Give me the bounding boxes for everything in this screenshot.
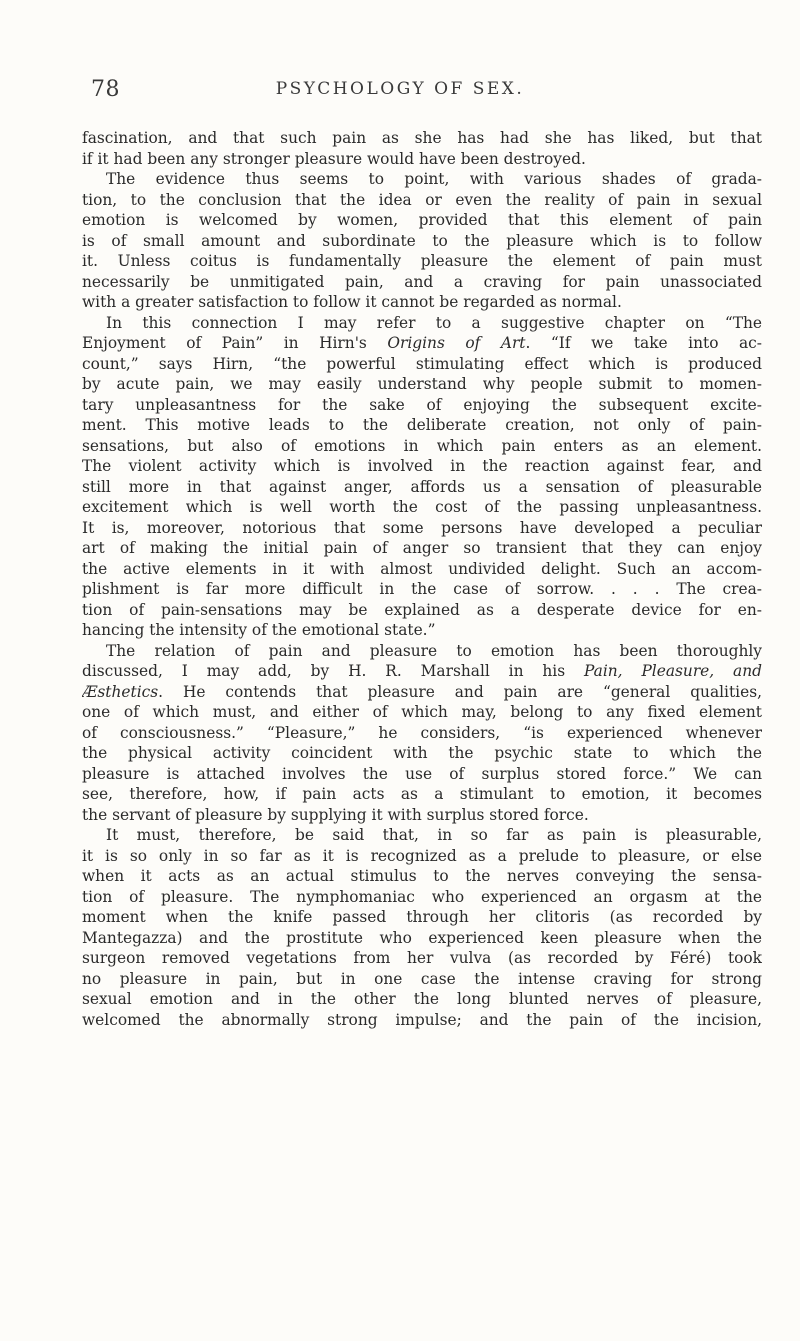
page-number: 78 [91,77,120,102]
text-line: the servant of pleasure by supplying it with surplus stored force. [82,805,589,824]
text-line: excitement which is well worth the cost of the passing unpleasantness. [82,498,762,516]
text-line: hancing the intensity of the emotional state.” [82,621,436,639]
text-line: sexual emotion and in the other the long blunted nerves of pleasure, [82,990,762,1008]
text-line: tion of pain-sensations may be explained as a desperate device for en- [82,600,762,619]
text-line: one of which must, and either of which may, belong to any fixed element [82,703,762,721]
text-fragment: Enjoyment of Pain” in Hirn's [82,334,388,352]
text-line: welcomed the abnormally strong impulse; and the pain of the incision, [82,1010,762,1029]
text-line: if it had been any stronger pleasure would have been destroyed. [82,149,586,168]
body-text [82,128,762,1030]
text-line: tary unpleasantness for the sake of enjoying the subsequent excite- [82,395,762,414]
text-line: see, therefore, how, if pain acts as a stimulant to emotion, it becomes [82,785,762,803]
text-line: of consciousness.” “Pleasure,” he considers, “is experienced whenever [82,723,762,742]
text-line: sensations, but also of emotions in which pain enters as an element. [82,436,762,455]
text-line: moment when the knife passed through her clitoris (as recorded by [82,908,762,926]
text-line: surgeon removed vegetations from her vulva (as recorded by Féré) took [82,949,762,967]
text-line: In this connection I may refer to a suggestive chapter on “The [106,313,762,332]
text-line: The violent activity which is involved in the reaction against fear, and [82,457,762,475]
text-line: with a greater satisfaction to follow it cannot be regarded as normal. [82,293,622,311]
text-line: no pleasure in pain, but in one case the intense craving for strong [82,969,762,988]
text-line: The evidence thus seems to point, with various shades of grada- [106,170,762,188]
text-line: The relation of pain and pleasure to emotion has been thoroughly [106,641,762,660]
text-line: ment. This motive leads to the deliberate creation, not only of pain- [82,416,762,434]
text-line: when it acts as an actual stimulus to the nerves conveying the sensa- [82,867,762,885]
text-line: emotion is welcomed by women, provided that this element of pain [82,211,762,229]
text-line: it is so only in so far as it is recognized as a prelude to pleasure, or else [82,846,762,865]
text-line [82,661,762,682]
text-line: plishment is far more difficult in the case of sorrow. . . . The crea- [82,580,762,598]
text-line: count,” says Hirn, “the powerful stimulating effect which is produced [82,354,762,373]
text-line: by acute pain, we may easily understand why people submit to momen- [82,375,762,393]
book-title: Pain, Pleasure, and [584,662,762,680]
text-line: still more in that against anger, affords us a sensation of pleasurable [82,477,762,496]
text-line: Mantegazza) and the prostitute who experienced keen pleasure when the [82,928,762,947]
book-title: Origins of Art [387,334,526,352]
text-line: It must, therefore, be said that, in so far as pain is pleasurable, [106,826,762,844]
text-line: tion of pleasure. The nymphomaniac who experienced an orgasm at the [82,887,762,906]
text-fragment: discussed, I may add, by H. R. Marshall in his [82,662,584,680]
book-title: Æsthetics [82,682,159,701]
text-line: the physical activity coincident with the psychic state to which the [82,744,762,762]
text-line: tion, to the conclusion that the idea or even the reality of pain in sexual [82,190,762,209]
text-line: it. Unless coitus is fundamentally pleasure the element of pain must [82,252,762,270]
text-line: pleasure is attached involves the use of surplus stored force.” We can [82,764,762,783]
text-line: fascination, and that such pain as she has had she has liked, but that [82,129,762,147]
text-line [82,682,762,703]
text-line: art of making the initial pain of anger so transient that they can enjoy [82,539,762,557]
text-fragment: . “If we take into ac- [525,334,762,352]
text-line: necessarily be unmitigated pain, and a craving for pain unassociated [82,272,762,291]
text-line: is of small amount and subordinate to the pleasure which is to follow [82,231,762,250]
text-line: It is, moreover, notorious that some persons have developed a peculiar [82,518,762,537]
running-head: PSYCHOLOGY OF SEX. [275,79,525,99]
text-line [82,333,762,354]
text-fragment: . He contends that pleasure and pain are “general qualities, [158,682,762,701]
text-line: the active elements in it with almost undivided delight. Such an accom- [82,559,762,578]
